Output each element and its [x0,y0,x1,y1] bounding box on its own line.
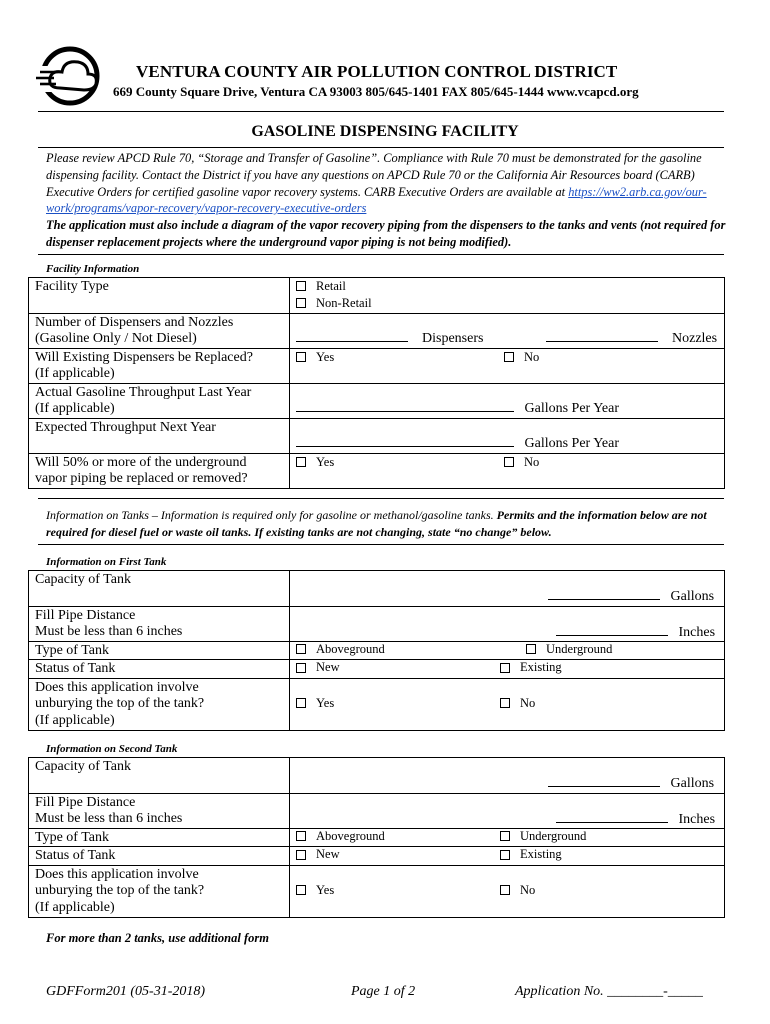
instructions-text: Please review APCD Rule 70, “Storage and Transfer of Gasoline”. Compliance with Rule 70 must be demonstrated for the gasoline dispensing facility. Contact the District if you have any questions on APCD Rule 70 or the California Air Resources board (CARB) Executive Orders for certified gasoline vapor recovery systems. CARB Executive Orders are available at [46,151,702,199]
checkbox-icon[interactable] [296,298,306,308]
tank2-capacity-label: Capacity of Tank [29,758,290,794]
tank2-existing[interactable]: Existing [500,847,562,862]
agency-name: VENTURA COUNTY AIR POLLUTION CONTROL DISTRICT [136,62,618,81]
tank2-unbury-no[interactable]: No [500,883,535,898]
tank-note-divider [38,544,724,545]
tank2-aboveground[interactable]: Aboveground [296,829,385,844]
tank1-capacity-field[interactable]: Gallons [548,589,714,605]
tank1-fill-field[interactable]: Inches [556,625,715,641]
checkbox-icon[interactable] [504,457,514,467]
checkbox-icon[interactable] [526,644,536,654]
expected-label: Expected Throughput Next Year [29,418,290,453]
tank1-existing[interactable]: Existing [500,660,562,675]
tank2-fill-label: Fill Pipe Distance Must be less than 6 inches [29,794,290,829]
checkbox-icon[interactable] [500,663,510,673]
replaced-yes[interactable]: Yes [296,350,334,365]
agency-address: 669 County Square Drive, Ventura CA 93003 805/645-1401 FAX 805/645-1444 www.vcapcd.org [113,84,639,99]
facility-type-label: Facility Type [29,278,290,314]
piping-no[interactable]: No [504,455,539,470]
checkbox-icon[interactable] [504,352,514,362]
checkbox-icon[interactable] [500,831,510,841]
tank1-unbury-no[interactable]: No [500,696,535,711]
instructions [46,150,726,251]
checkbox-icon[interactable] [296,663,306,673]
piping-label: Will 50% or more of the underground vapor piping be replaced or removed? [29,453,290,488]
tank2-unbury-label: Does this application involve unburying the top of the tank? (If applicable) [29,865,290,917]
application-number: Application No. ________-_____ [515,984,703,999]
district-logo-icon [34,44,108,108]
tank2-table [28,757,725,918]
tank1-fill-label: Fill Pipe Distance Must be less than 6 inches [29,607,290,642]
tank2-section-label: Information on Second Tank [46,743,178,755]
tank2-status-label: Status of Tank [29,847,290,865]
checkbox-icon[interactable] [500,885,510,895]
retail-option[interactable]: Retail [296,279,346,294]
tank2-capacity-field[interactable]: Gallons [548,776,714,792]
tank1-capacity-label: Capacity of Tank [29,571,290,607]
checkbox-icon[interactable] [296,281,306,291]
tank-note: Information on Tanks – Information is required only for gasoline or methanol/gasoline tanks. Permits and the information below are not required for diesel fuel or waste oil tanks. If existing tanks are not changing, state “no change” below. [46,508,707,539]
carb-orders-link[interactable]: https://ww2.arb.ca.gov/our-work/programs/vapor-recovery/vapor-recovery-executive-orders [46,184,707,216]
checkbox-icon[interactable] [500,698,510,708]
throughput-label: Actual Gasoline Throughput Last Year (If applicable) [29,383,290,418]
tank2-fill-field[interactable]: Inches [556,812,715,828]
throughput-field[interactable]: Gallons Per Year [296,401,619,417]
checkbox-icon[interactable] [296,352,306,362]
checkbox-icon[interactable] [296,644,306,654]
tank1-table [28,570,725,731]
dispensers-label: Number of Dispensers and Nozzles (Gasoline Only / Not Diesel) [29,314,290,349]
dispensers-field[interactable]: Dispensers [296,331,483,347]
checkbox-icon[interactable] [296,457,306,467]
nonretail-option[interactable]: Non-Retail [296,296,372,311]
tank1-type-label: Type of Tank [29,642,290,660]
expected-field[interactable]: Gallons Per Year [296,436,619,452]
tank1-underground[interactable]: Underground [526,642,612,657]
facility-section-label: Facility Information [46,263,140,275]
more-tanks-note: For more than 2 tanks, use additional form [46,931,269,945]
tank2-type-label: Type of Tank [29,829,290,847]
intro-divider [38,254,724,255]
nozzles-field[interactable]: Nozzles [546,331,717,347]
facility-table [28,277,725,489]
checkbox-icon[interactable] [296,850,306,860]
form-id: GDFForm201 (05-31-2018) [46,984,206,999]
form-title: GASOLINE DISPENSING FACILITY [251,123,519,140]
checkbox-icon[interactable] [296,831,306,841]
tank1-unbury-label: Does this application involve unburying the top of the tank? (If applicable) [29,678,290,730]
diagram-requirement: The application must also include a diagram of the vapor recovery piping from the dispensers to the tanks and vents (not required for dispenser replacement projects where the underground vapor piping is not being modified). [46,218,726,249]
tank1-aboveground[interactable]: Aboveground [296,642,385,657]
tank1-unbury-yes[interactable]: Yes [296,696,334,711]
tank1-status-label: Status of Tank [29,660,290,678]
tank1-new[interactable]: New [296,660,340,675]
tank1-section-label: Information on First Tank [46,556,167,568]
tank2-unbury-yes[interactable]: Yes [296,883,334,898]
title-divider [38,147,724,148]
checkbox-icon[interactable] [500,850,510,860]
page-number: Page 1 of 2 [351,984,416,999]
header-divider [38,111,724,112]
checkbox-icon[interactable] [296,885,306,895]
tank2-new[interactable]: New [296,847,340,862]
replaced-no[interactable]: No [504,350,539,365]
checkbox-icon[interactable] [296,698,306,708]
facility-divider [38,498,724,499]
tank2-underground[interactable]: Underground [500,829,586,844]
piping-yes[interactable]: Yes [296,455,334,470]
replaced-label: Will Existing Dispensers be Replaced? (If applicable) [29,349,290,384]
